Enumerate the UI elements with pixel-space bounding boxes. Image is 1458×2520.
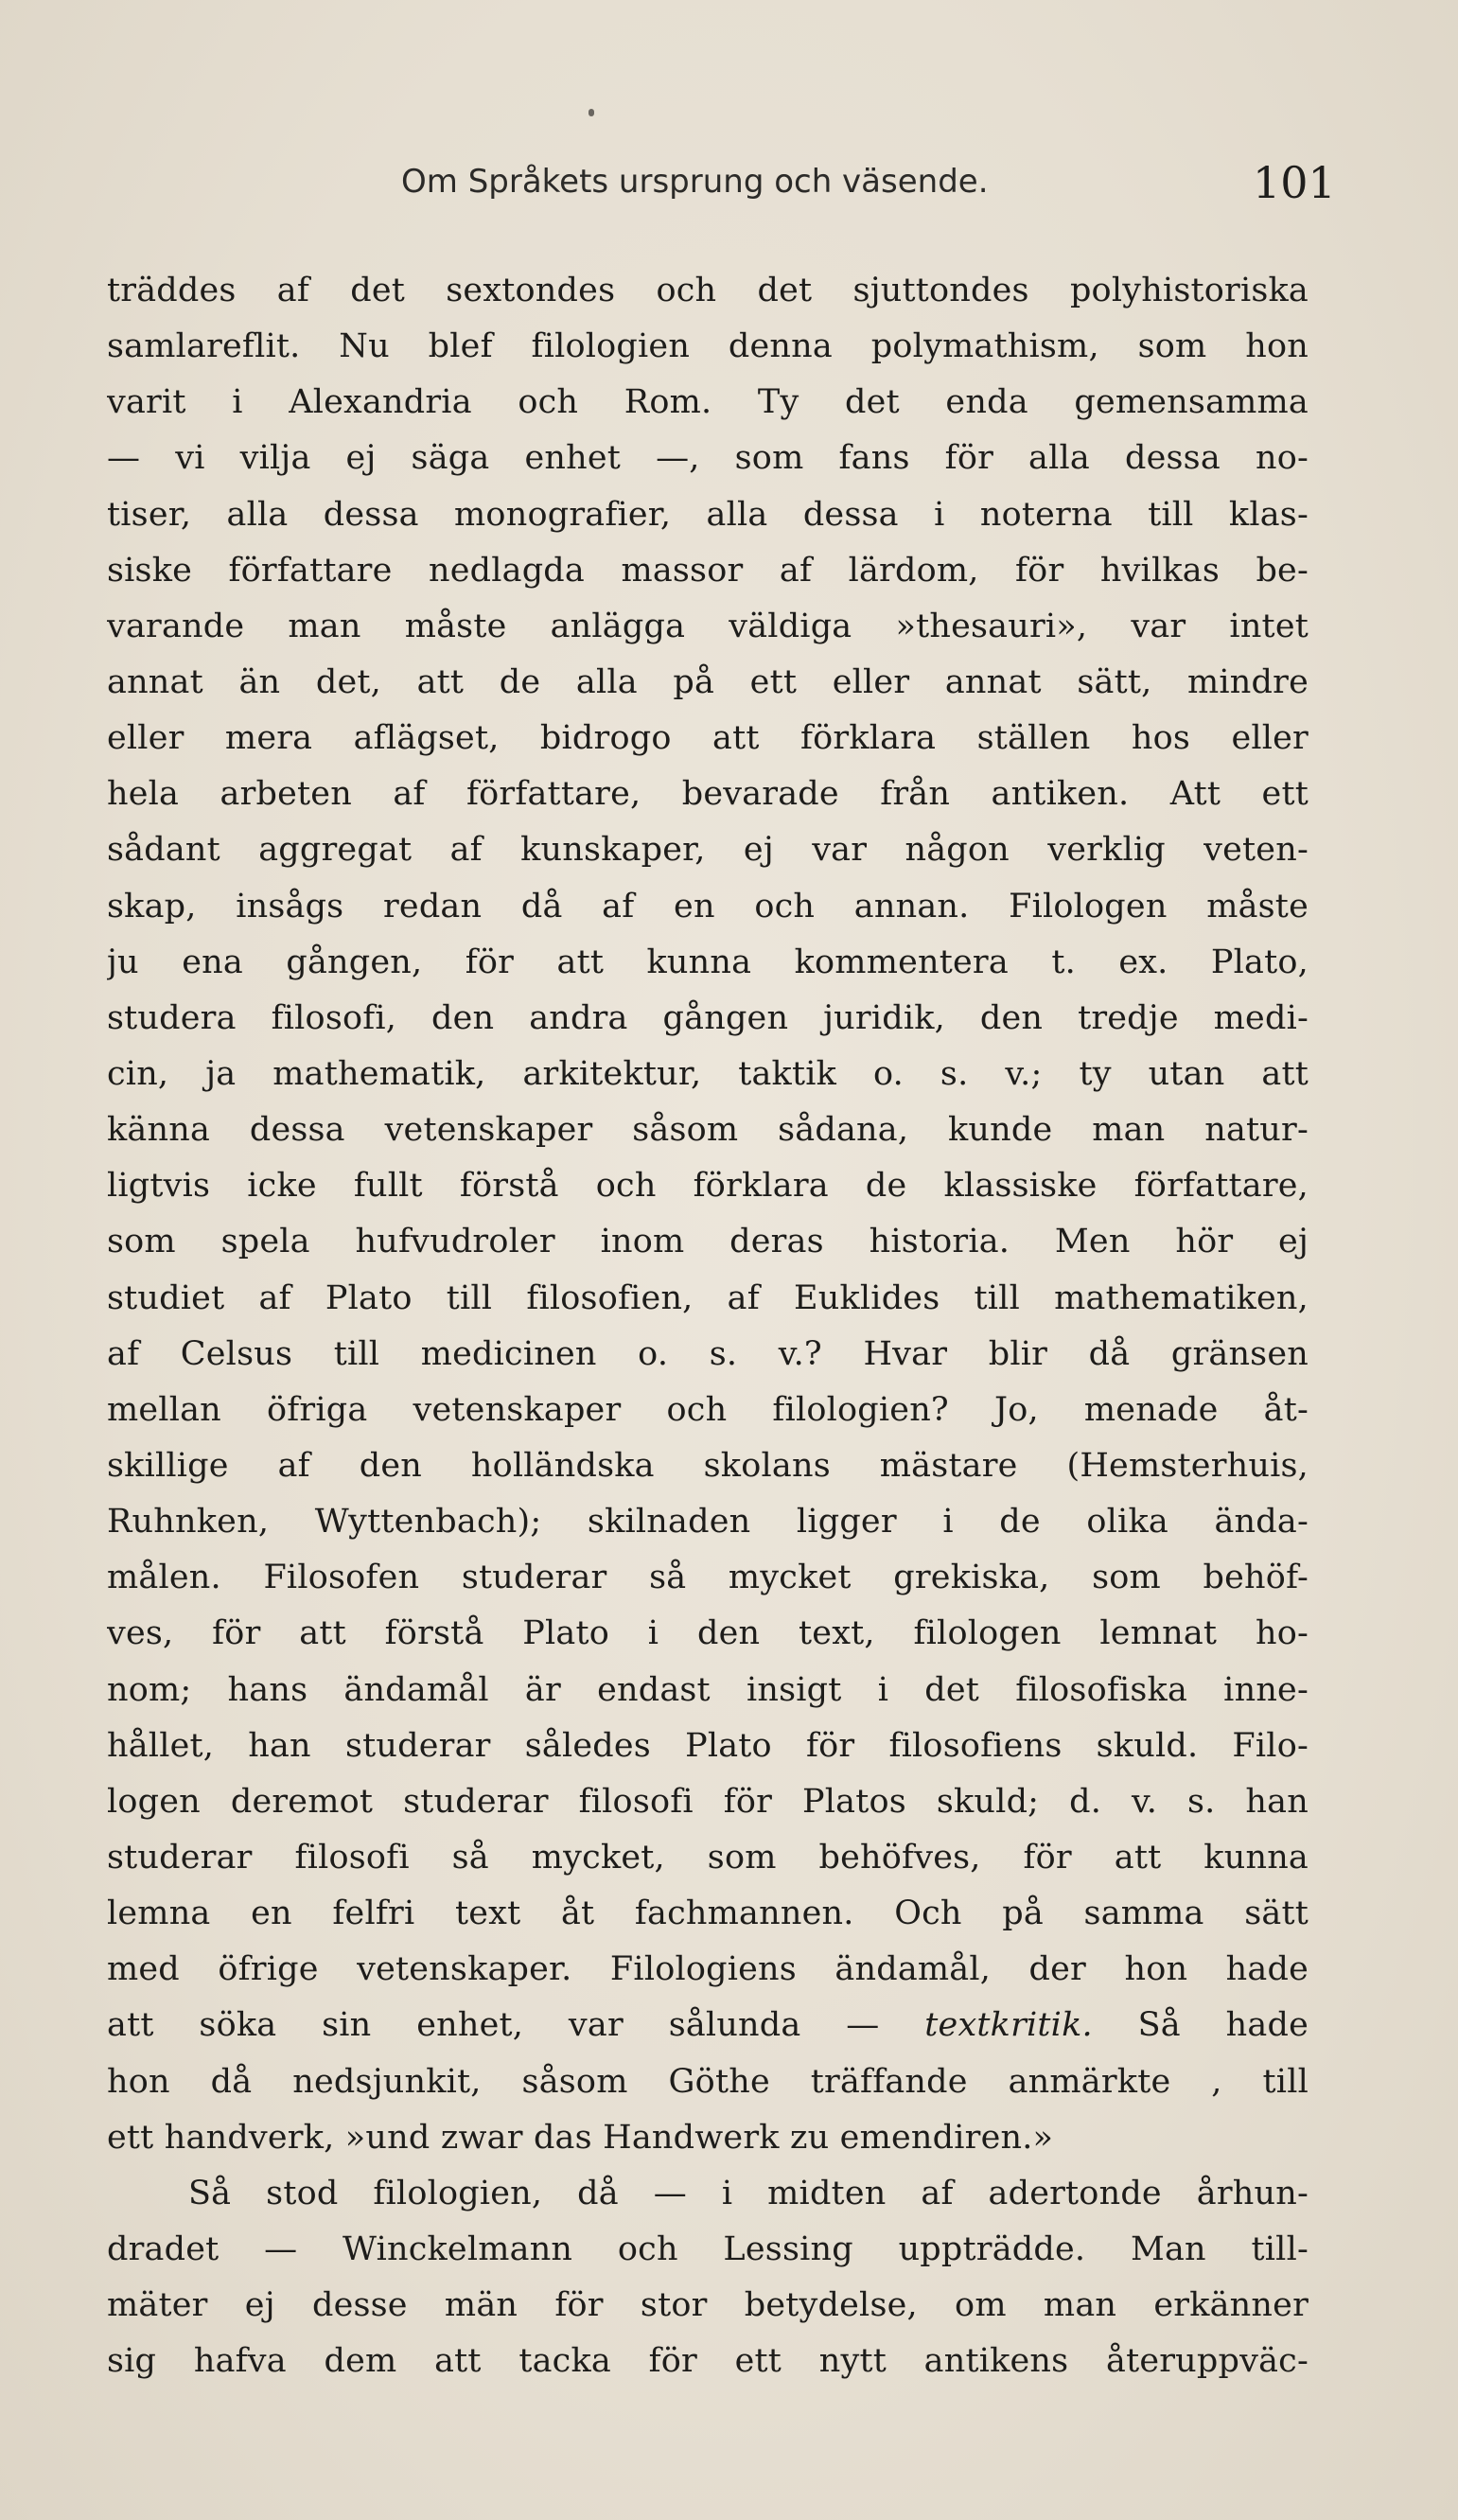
text-line: — vi vilja ej säga enhet —, som fans för alla dessa no- <box>107 439 1309 478</box>
text-line: ett handverk, »und zwar das Handwerk zu emendiren.» <box>107 2118 1054 2157</box>
text-segment: att söka sin enhet, var sålunda — <box>107 2006 880 2045</box>
text-line: dradet — Winckelmann och Lessing uppträdde. Man till- <box>107 2229 1309 2268</box>
text-line: lemna en felfri text åt fachmannen. Och på samma sätt <box>107 1894 1309 1933</box>
text-segment: Så hade <box>1137 2006 1309 2045</box>
text-line: tiser, alla dessa monografier, alla dessa i noterna till klas- <box>107 495 1309 534</box>
text-line: ves, för att förstå Plato i den text, filologen lemnat ho- <box>107 1614 1309 1653</box>
text-line: siske författare nedlagda massor af lärdom, för hvilkas be- <box>107 551 1309 590</box>
text-line: sig hafva dem att tacka för ett nytt antikens återuppväc- <box>107 2342 1309 2381</box>
text-line: målen. Filosofen studerar så mycket grekiska, som behöf- <box>107 1559 1309 1597</box>
text-line: varit i Alexandria och Rom. Ty det enda gemensamma <box>107 383 1309 422</box>
text-line: annat än det, att de alla på ett eller annat sätt, mindre <box>107 662 1309 701</box>
text-line: mäter ej desse män för stor betydelse, om man erkänner <box>107 2286 1309 2325</box>
text-line: hållet, han studerar således Plato för filosofiens skuld. Filo- <box>107 1726 1309 1765</box>
text-line: träddes af det sextondes och det sjuttondes polyhistoriska <box>107 272 1309 309</box>
text-line: nom; hans ändamål är endast insigt i det filosofiska inne- <box>107 1670 1309 1709</box>
page-number: 101 <box>1253 157 1336 208</box>
text-line: studerar filosofi så mycket, som behöfves, för att kunna <box>107 1838 1309 1877</box>
text-line: ligtvis icke fullt förstå och förklara de klassiske författare, <box>107 1167 1309 1206</box>
running-title: Om Språkets ursprung och väsende. <box>401 163 989 201</box>
text-line: Ruhnken, Wyttenbach); skilnaden ligger i de olika ända- <box>107 1503 1309 1542</box>
text-line: känna dessa vetenskaper såsom sådana, kunde man natur- <box>107 1111 1309 1150</box>
ink-speck <box>588 109 594 116</box>
text-line: studiet af Plato till filosofien, af Euklides till mathematiken, <box>107 1278 1309 1317</box>
text-line: med öfrige vetenskaper. Filologiens ändamål, der hon hade <box>107 1950 1309 1989</box>
text-line: cin, ja mathematik, arkitektur, taktik o. s. v.; ty utan att <box>107 1054 1309 1093</box>
text-line: eller mera aflägset, bidrogo att förklara ställen hos eller <box>107 719 1309 758</box>
text-line: logen deremot studerar filosofi för Platos skuld; d. v. s. han <box>107 1782 1309 1821</box>
text-line: sådant aggregat af kunskaper, ej var någon verklig veten- <box>107 831 1309 870</box>
text-line: som spela hufvudroler inom deras historia. Men hör ej <box>107 1223 1309 1261</box>
text-line: samlareflit. Nu blef filologien denna polymathism, som hon <box>107 327 1309 366</box>
text-line: skillige af den holländska skolans mästare (Hemsterhuis, <box>107 1446 1309 1485</box>
text-line: skap, insågs redan då af en och annan. Filologen måste <box>107 887 1309 925</box>
text-line: studera filosofi, den andra gången juridik, den tredje medi- <box>107 998 1309 1037</box>
text-line: varande man måste anlägga väldiga »thesauri», var intet <box>107 607 1309 645</box>
text-line: af Celsus till medicinen o. s. v.? Hvar blir då gränsen <box>107 1334 1309 1373</box>
text-line: ju ena gången, för att kunna kommentera t. ex. Plato, <box>107 943 1309 981</box>
running-header <box>0 157 1458 220</box>
text-line: hela arbeten af författare, bevarade från antiken. Att ett <box>107 775 1309 814</box>
emphasis-word: textkritik. <box>924 2006 1093 2045</box>
text-line: Så stod filologien, då — i midten af adertonde århun- <box>188 2174 1309 2212</box>
body-text <box>107 263 1309 2389</box>
text-line: mellan öfriga vetenskaper och filologien? Jo, menade åt- <box>107 1390 1309 1429</box>
text-line-with-emphasis <box>107 1998 1309 2053</box>
text-line: hon då nedsjunkit, såsom Göthe träffande anmärkte , till <box>107 2062 1309 2101</box>
